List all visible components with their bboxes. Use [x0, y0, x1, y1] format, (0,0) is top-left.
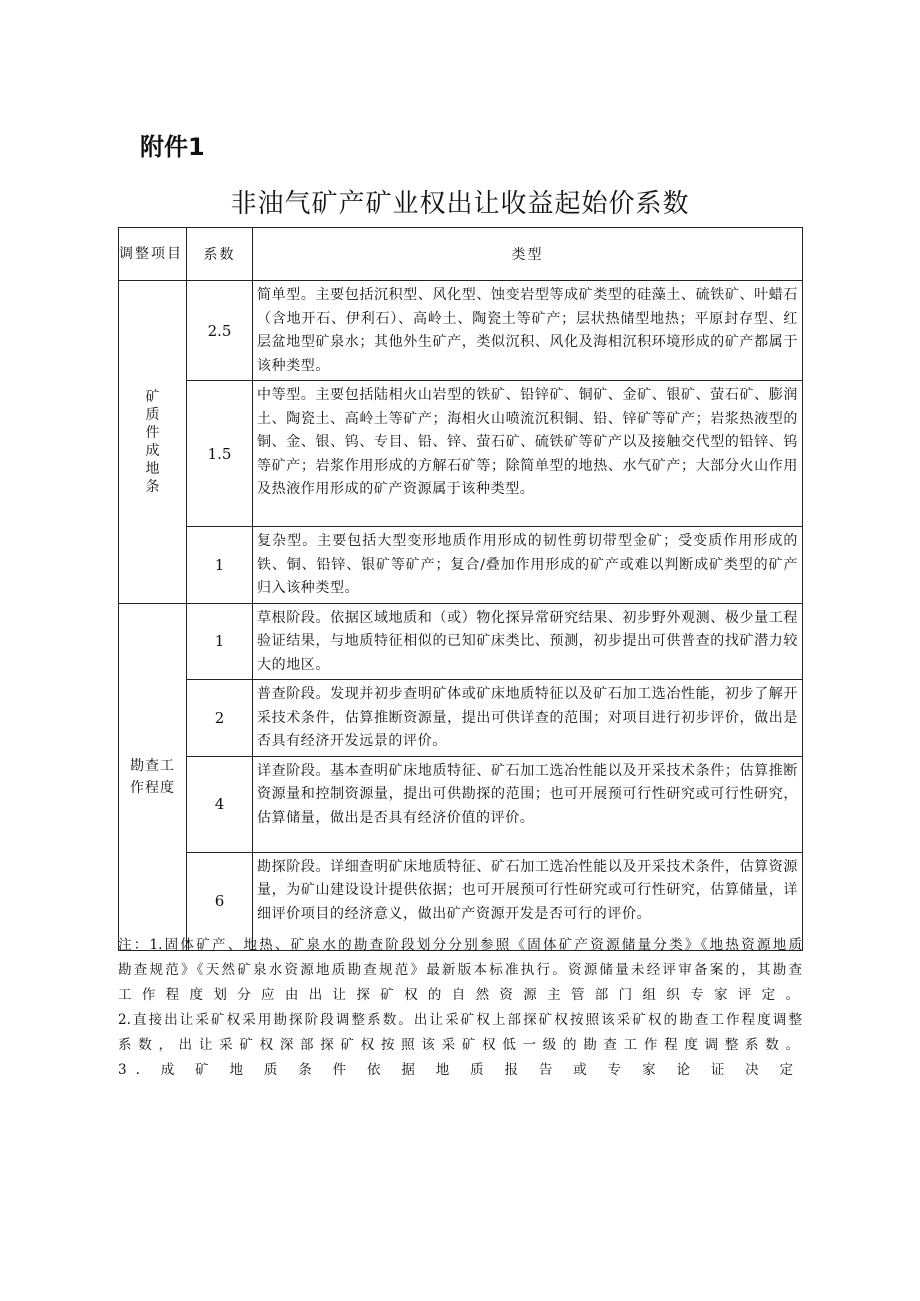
table-row — [119, 756, 803, 852]
note-line: 工作程度划分应由出让探矿权的自然资源主管部门组织专家评定。 — [118, 987, 802, 1003]
coefficient-cell: 1 — [187, 527, 253, 604]
description-cell: 详查阶段。基本查明矿床地质特征、矿石加工选冶性能以及开采技术条件；估算推断资源量和控制资源量，提出可供勘探的范围；也可开展预可行性研究或可行性研究，估算储量，做出是否具有经济价值的评价。 — [253, 756, 803, 852]
table-row — [119, 680, 803, 757]
coefficient-cell: 1.5 — [187, 381, 253, 527]
table-header-row — [119, 228, 803, 281]
description-cell: 简单型。主要包括沉积型、风化型、蚀变岩型等成矿类型的硅藻土、硫铁矿、叶蜡石（含地开石、伊利石）、高岭土、陶瓷土等矿产；层状热储型地热；平原封存型、红层盆地型矿泉水；其他外生矿产，类似沉积、风化及海相沉积环境形成的矿产都属于该种类型。 — [253, 281, 803, 381]
note-line: 2.直接出让采矿权采用勘探阶段调整系数。出让采矿权上部探矿权按照该采矿权的勘查工作程度调整 — [118, 1012, 802, 1028]
table-row — [119, 527, 803, 604]
description-cell: 草根阶段。依据区域地质和（或）物化探异常研究结果、初步野外观测、极少量工程验证结果，与地质特征相似的已知矿床类比、预测，初步提出可供普查的找矿潜力较大的地区。 — [253, 603, 803, 680]
header-coefficient: 系数 — [187, 228, 253, 281]
note-line: 系数，出让采矿权深部探矿权按照该采矿权低一级的勘查工作程度调整系数。 — [118, 1037, 802, 1053]
description-cell: 普查阶段。发现并初步查明矿体或矿床地质特征以及矿石加工选冶性能，初步了解开采技术条件，估算推断资源量，提出可供详查的范围；对项目进行初步评价，做出是否具有经济开发远景的评价。 — [253, 680, 803, 757]
notes-section — [118, 933, 802, 1083]
coefficient-cell: 6 — [187, 852, 253, 950]
group-label-exploration: 勘查工作程度 — [119, 603, 187, 950]
note-line: 3.成矿地质条件依据地质报告或专家论证决定 — [118, 1062, 802, 1078]
table-row — [119, 381, 803, 527]
table-row — [119, 281, 803, 381]
group-label-mineralization: 矿质件成地条 — [119, 281, 187, 604]
coefficient-table — [118, 227, 803, 951]
coefficient-cell: 2.5 — [187, 281, 253, 381]
document-title: 非油气矿产矿业权出让收益起始价系数 — [230, 189, 690, 219]
coefficient-cell: 4 — [187, 756, 253, 852]
header-adjust-item: 调整项目 — [119, 228, 187, 281]
coefficient-cell: 1 — [187, 603, 253, 680]
coefficient-cell: 2 — [187, 680, 253, 757]
note-line: 勘查规范》《天然矿泉水资源地质勘查规范》最新版本标准执行。资源储量未经评审备案的，其勘查 — [118, 962, 802, 978]
attachment-label: 附件1 — [140, 133, 205, 161]
table-row — [119, 603, 803, 680]
description-cell: 复杂型。主要包括大型变形地质作用形成的韧性剪切带型金矿；受变质作用形成的铁、铜、铅锌、银矿等矿产；复合/叠加作用形成的矿产或难以判断成矿类型的矿产归入该种类型。 — [253, 527, 803, 604]
header-type: 类型 — [253, 228, 803, 281]
note-line: 注：1.固体矿产、地热、矿泉水的勘查阶段划分分别参照《固体矿产资源储量分类》《地热资源地质 — [118, 937, 802, 953]
description-cell: 中等型。主要包括陆相火山岩型的铁矿、铅锌矿、铜矿、金矿、银矿、萤石矿、膨润土、陶瓷土、高岭土等矿产；海相火山喷流沉积铜、铅、锌矿等矿产；岩浆热液型的铜、金、银、钨、专目、铅、锌、萤石矿、硫铁矿等矿产以及接触交代型的铅锌、钨等矿产；岩浆作用形成的方解石矿等；除简单型的地热、水气矿产；大部分火山作用及热液作用形成的矿产资源属于该种类型。 — [253, 381, 803, 527]
description-cell: 勘探阶段。详细查明矿床地质特征、矿石加工选冶性能以及开采技术条件，估算资源量，为矿山建设设计提供依据；也可开展预可行性研究或可行性研究，估算储量，详细评价项目的经济意义，做出矿产资源开发是否可行的评价。 — [253, 852, 803, 950]
